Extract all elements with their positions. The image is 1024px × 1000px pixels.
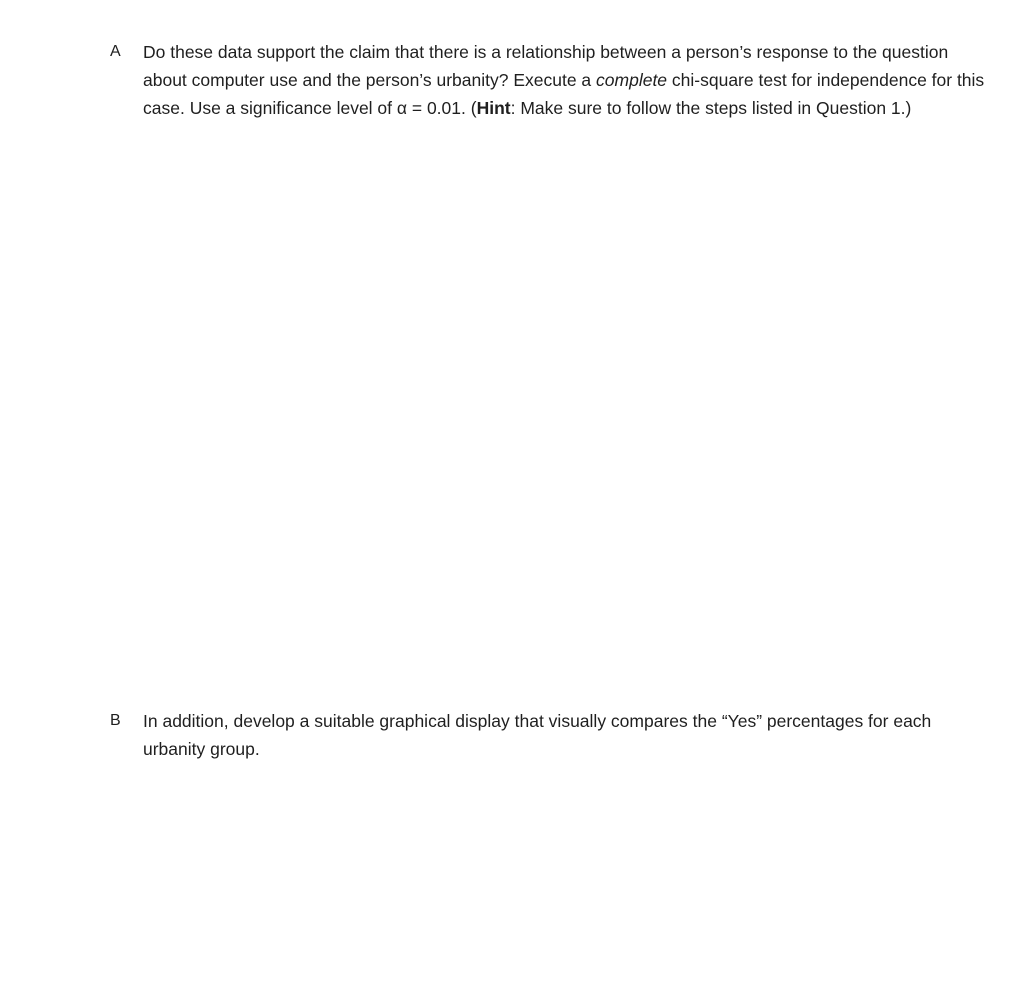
question-a-text-part-1: Do these data support the claim that there is a relationship between a person’s response to the question about computer use and the person’s urbanity? Execute a — [143, 42, 949, 90]
question-a-hint-label: Hint — [476, 98, 511, 118]
question-a-emphasis: complete — [596, 70, 668, 90]
question-b-letter: B — [110, 712, 121, 729]
question-a-text-part-2: chi-square test for independence for this case. Use a significance level of α = 0.01. ( — [143, 70, 985, 118]
question-a — [110, 38, 994, 122]
question-a-text-part-3: : Make sure to follow the steps listed in Question 1.) — [510, 98, 912, 118]
question-a-letter: A — [110, 43, 121, 60]
question-b-text: In addition, develop a suitable graphical display that visually compares the “Yes” percentages for each urbanity group. — [143, 711, 932, 759]
question-b — [110, 707, 994, 763]
question-a-text — [143, 38, 994, 122]
